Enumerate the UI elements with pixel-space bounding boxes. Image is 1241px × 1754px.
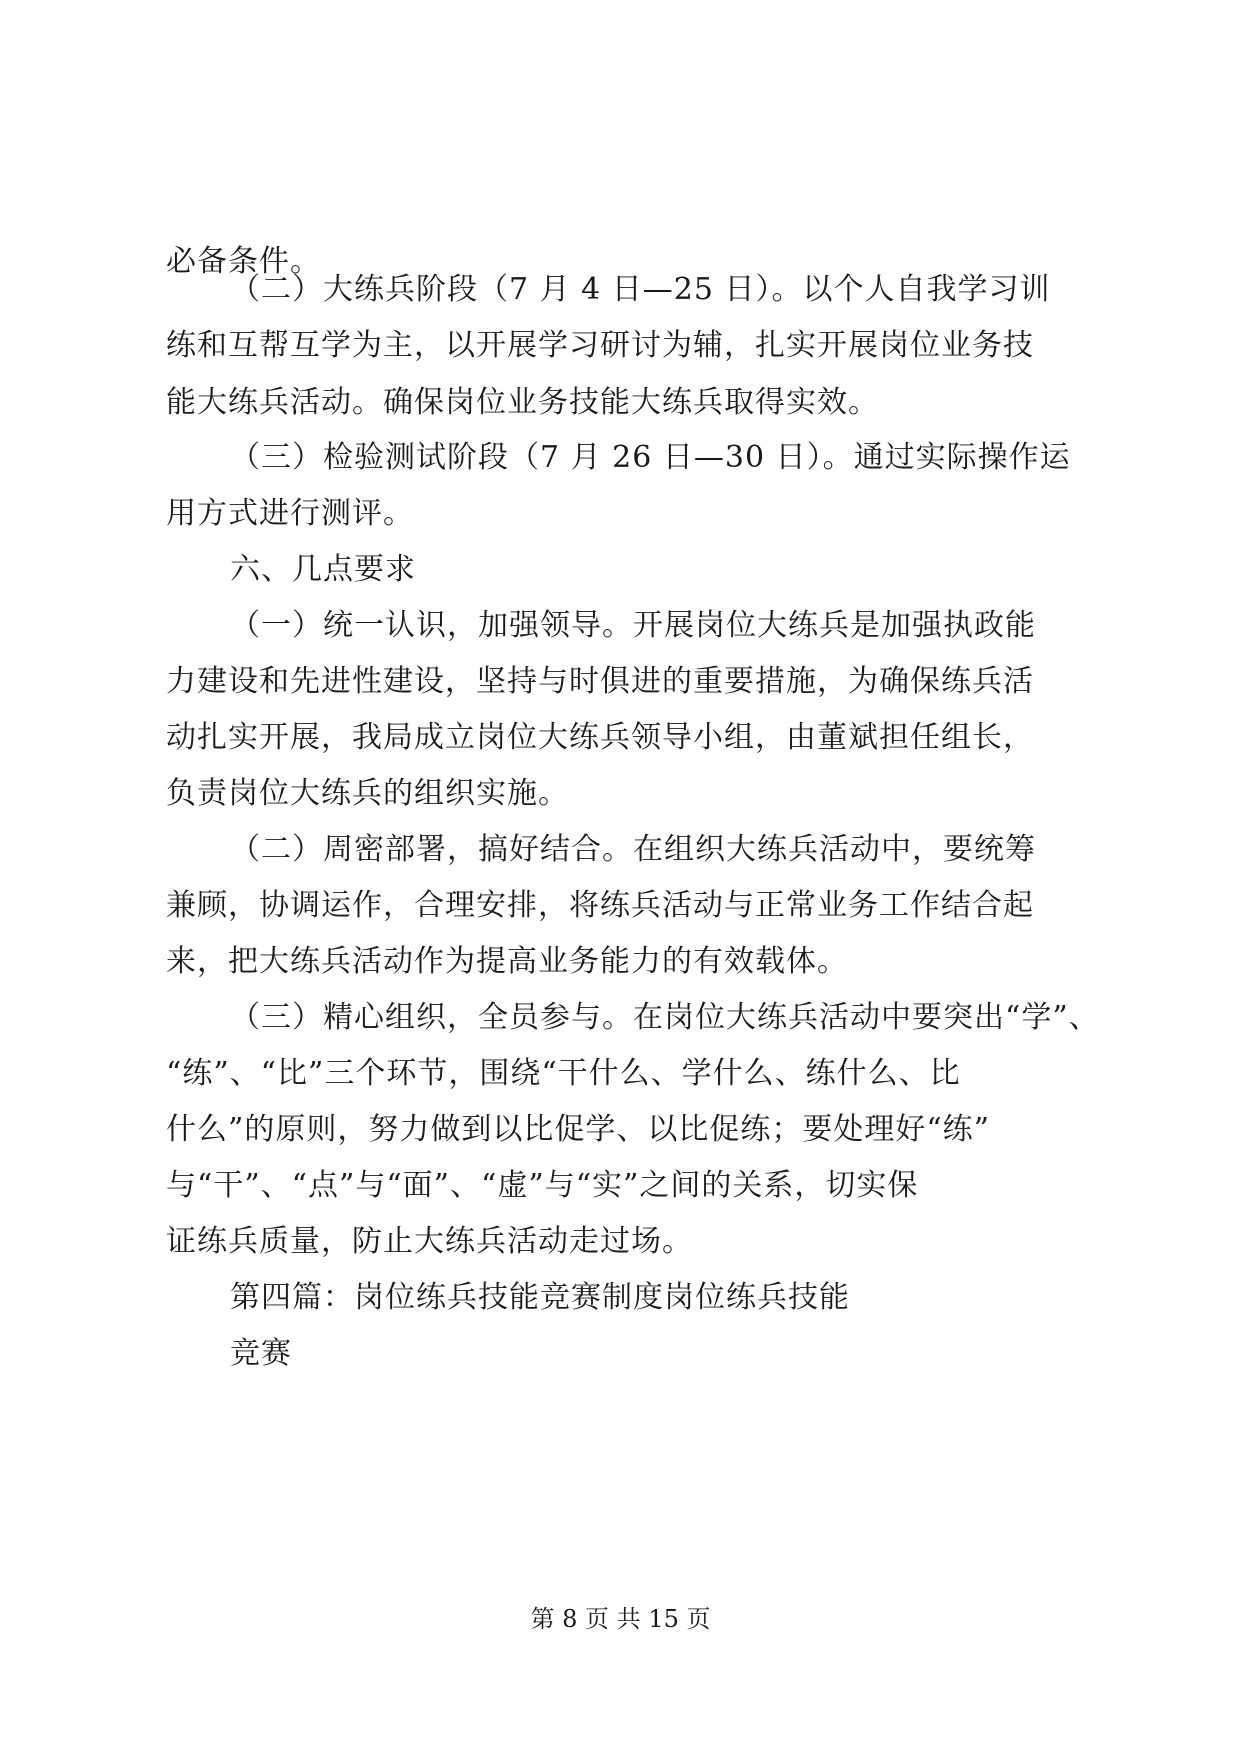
section-heading: 六、几点要求 <box>230 552 416 587</box>
text-line: （一）统一认识，加强领导。开展岗位大练兵是加强执政能 <box>230 608 1036 643</box>
text-line: 用方式进行测评。 <box>166 496 414 531</box>
text-line: 什么”的原则，努力做到以比促学、以比促练；要处理好“练” <box>166 1112 991 1147</box>
text-line: 必备条件。 <box>166 244 321 279</box>
text-line: 来，把大练兵活动作为提高业务能力的有效载体。 <box>166 944 848 979</box>
text-line: 证练兵质量，防止大练兵活动走过场。 <box>166 1224 693 1259</box>
text-line: 与“干”、“点”与“面”、“虚”与“实”之间的关系，切实保 <box>166 1168 919 1203</box>
text-line: 能大练兵活动。确保岗位业务技能大练兵取得实效。 <box>166 385 879 420</box>
text-line: （二）大练兵阶段（7 月 4 日—25 日）。以个人自我学习训 <box>230 272 1051 307</box>
text-line: （二）周密部署，搞好结合。在组织大练兵活动中，要统筹 <box>230 832 1036 867</box>
text-line: “练”、“比”三个环节，围绕“干什么、学什么、练什么、比 <box>166 1056 961 1091</box>
text-line: 练和互帮互学为主，以开展学习研讨为辅，扎实开展岗位业务技 <box>166 328 1034 363</box>
text-line: 动扎实开展，我局成立岗位大练兵领导小组，由董斌担任组长， <box>166 720 1034 755</box>
chapter-heading-continued: 竞赛 <box>230 1336 292 1371</box>
text-line: 兼顾，协调运作，合理安排，将练兵活动与正常业务工作结合起 <box>166 888 1034 923</box>
page-footer: 第 8 页 共 15 页 <box>530 1605 711 1633</box>
text-line: 负责岗位大练兵的组织实施。 <box>166 776 569 811</box>
text-line: （三）检验测试阶段（7 月 26 日—30 日）。通过实际操作运 <box>230 440 1071 475</box>
text-line: （三）精心组织，全员参与。在岗位大练兵活动中要突出“学”、 <box>230 1000 1100 1035</box>
text-line: 力建设和先进性建设，坚持与时俱进的重要措施，为确保练兵活 <box>166 664 1034 699</box>
chapter-heading: 第四篇：岗位练兵技能竞赛制度岗位练兵技能 <box>230 1280 850 1315</box>
